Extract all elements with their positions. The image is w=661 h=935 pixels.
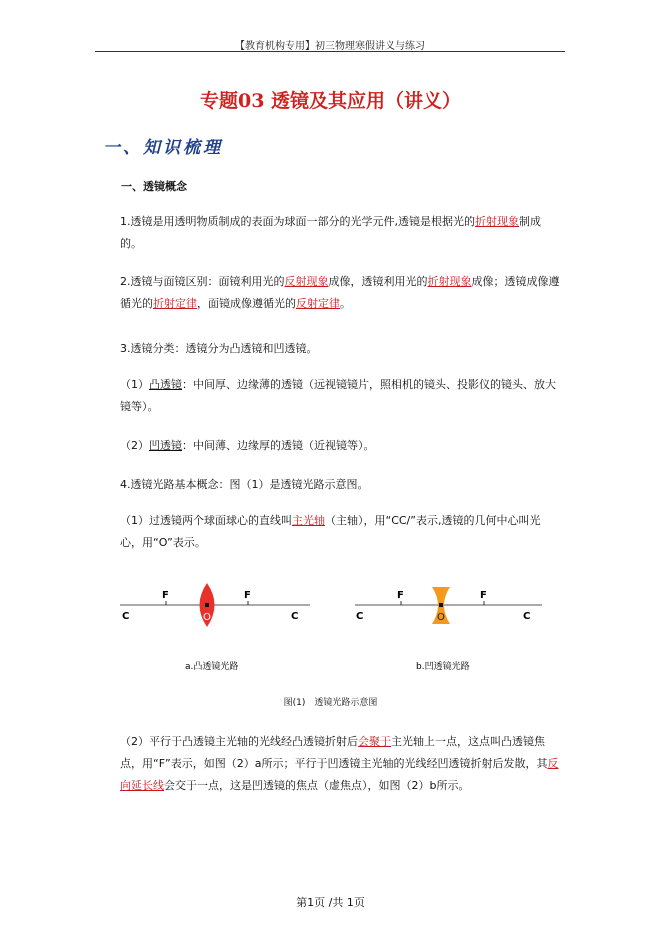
optical-center — [205, 603, 209, 607]
key-term: 折射定律 — [153, 297, 197, 310]
paragraph-8 — [120, 731, 560, 797]
text: （1） — [120, 378, 149, 391]
paragraph-1 — [120, 211, 560, 255]
text: ：中间厚、边缘薄的透镜（远视镜镜片，照相机的镜头、投影仪的镜头、放大镜等）。 — [120, 378, 556, 413]
figure-caption: 图(1) 透镜光路示意图 — [283, 698, 378, 708]
subsection-heading: 一、透镜概念 — [121, 180, 187, 193]
text: （1）过透镜两个球面球心的直线叫 — [120, 514, 292, 527]
text: 1.透镜是用透明物质制成的表面为球面一部分的光学元件,透镜是根据光的 — [120, 215, 475, 228]
page-header: 【教育机构专用】初三物理寒假讲义与练习 — [235, 41, 425, 52]
key-term: 折射现象 — [475, 215, 519, 228]
focus-label: F — [480, 590, 487, 601]
lens-figure — [110, 575, 550, 685]
convex-diagram-label: a.凸透镜光路 — [185, 662, 239, 672]
key-term: 反射定律 — [296, 297, 340, 310]
center-label: C — [291, 611, 299, 622]
convex-lens-diagram — [120, 583, 310, 672]
focus-label: F — [244, 590, 251, 601]
concave-diagram-label: b.凹透镜光路 — [416, 662, 470, 672]
paragraph-5 — [120, 435, 560, 457]
key-term: 凹透镜 — [149, 439, 182, 452]
key-term: 反射现象 — [284, 275, 329, 288]
key-term: 反向延长线 — [120, 757, 559, 792]
key-term: 折射现象 — [427, 275, 472, 288]
page-footer: 第1页 /共 1页 — [296, 896, 365, 909]
text: 会交于一点，这是凹透镜的焦点（虚焦点），如图（2）b所示。 — [164, 779, 470, 792]
paragraph-3: 3.透镜分类：透镜分为凸透镜和凹透镜。 — [120, 342, 318, 355]
text: ，面镜成像遵循光的 — [197, 297, 296, 310]
document-title: 专题03 透镜及其应用（讲义） — [199, 90, 462, 112]
paragraph-4 — [120, 374, 560, 418]
key-term: 凸透镜 — [149, 378, 182, 391]
center-label: C — [523, 611, 531, 622]
text: ：中间薄、边缘厚的透镜（近视镜等）。 — [182, 439, 375, 452]
text: （主轴），用“CC/”表示,透镜的几何中心叫光心，用“O”表示。 — [120, 514, 541, 549]
focus-label: F — [397, 590, 404, 601]
focus-label: F — [162, 590, 169, 601]
text: 2.透镜与面镜区别：面镜利用光的 — [120, 275, 285, 288]
text: （2）平行于凸透镜主光轴的光线经凸透镜折射后 — [120, 735, 358, 748]
optical-center-label: O — [203, 612, 211, 623]
text: 成像；透镜成像遵循光的 — [120, 275, 560, 310]
text: 成像，透镜利用光的 — [328, 275, 428, 288]
paragraph-2 — [120, 271, 560, 315]
key-term: 会聚于 — [358, 735, 391, 748]
text: （2） — [120, 439, 149, 452]
center-label: C — [356, 611, 364, 622]
optical-center — [439, 603, 443, 607]
center-label: C — [122, 611, 130, 622]
concave-lens-diagram — [355, 587, 542, 672]
text: 。 — [340, 297, 351, 310]
paragraph-6: 4.透镜光路基本概念：图（1）是透镜光路示意图。 — [120, 478, 369, 491]
paragraph-7 — [120, 510, 560, 554]
text: 主光轴上一点，这点叫凸透镜焦点，用“F”表示，如图（2）a所示；平行于凹透镜主光轴的光线经凹透镜折射后发散，其 — [120, 735, 548, 770]
section-heading: 一、知识梳理 — [103, 138, 223, 158]
optical-center-label: O — [437, 612, 445, 623]
key-term: 主光轴 — [292, 514, 325, 527]
text: 制成的。 — [120, 215, 541, 250]
header-rule — [95, 51, 565, 52]
